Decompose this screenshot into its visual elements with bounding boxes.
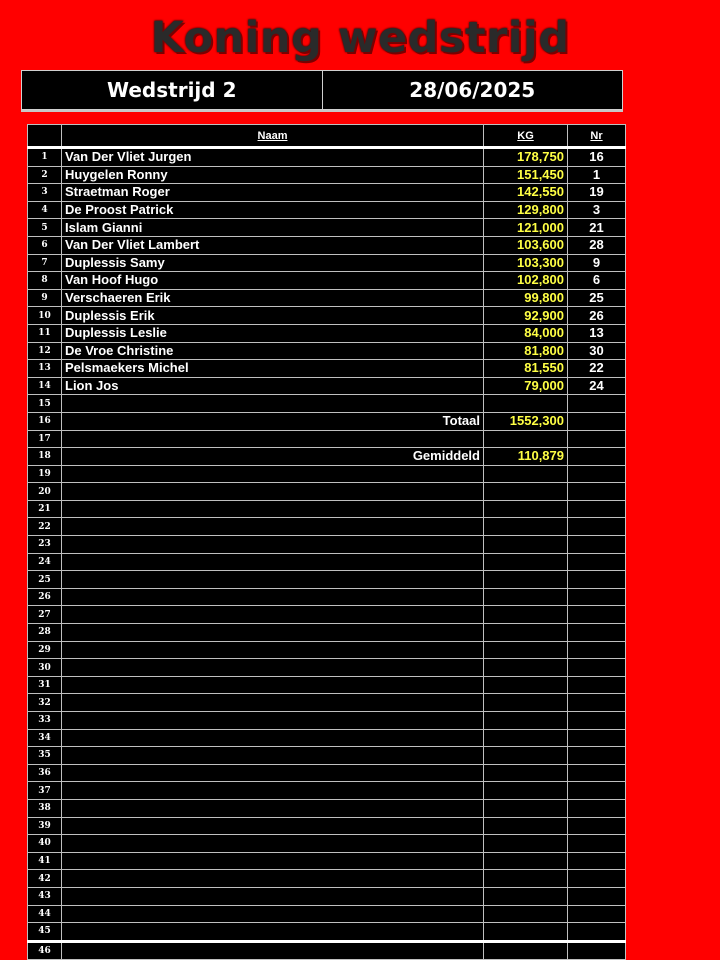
row-naam (62, 835, 484, 853)
table-row (28, 236, 626, 254)
row-kg (484, 905, 568, 923)
table-row (28, 553, 626, 571)
table-row (28, 500, 626, 518)
row-index: 24 (28, 553, 62, 571)
row-naam (62, 747, 484, 765)
table-row (28, 395, 626, 413)
row-naam (62, 518, 484, 536)
row-kg: 178,750 (484, 148, 568, 167)
table-row (28, 782, 626, 800)
row-kg: 151,450 (484, 166, 568, 184)
row-kg (484, 835, 568, 853)
row-naam: Duplessis Erik (62, 307, 484, 325)
row-kg (484, 887, 568, 905)
row-naam (62, 536, 484, 554)
row-kg (484, 553, 568, 571)
table-row (28, 747, 626, 765)
row-index: 13 (28, 360, 62, 378)
table-row (28, 148, 626, 167)
row-nr (568, 553, 626, 571)
table-row (28, 764, 626, 782)
row-index: 35 (28, 747, 62, 765)
row-nr (568, 799, 626, 817)
row-nr (568, 835, 626, 853)
table-row (28, 694, 626, 712)
row-kg (484, 588, 568, 606)
row-naam (62, 694, 484, 712)
row-index: 34 (28, 729, 62, 747)
row-naam (62, 712, 484, 730)
row-kg (484, 571, 568, 589)
row-naam (62, 799, 484, 817)
row-naam: De Vroe Christine (62, 342, 484, 360)
row-naam: Van Der Vliet Jurgen (62, 148, 484, 167)
row-index: 11 (28, 324, 62, 342)
row-kg: 84,000 (484, 324, 568, 342)
row-nr (568, 395, 626, 413)
row-nr: 13 (568, 324, 626, 342)
row-nr (568, 905, 626, 923)
row-kg (484, 624, 568, 642)
table-row (28, 870, 626, 888)
row-index: 6 (28, 236, 62, 254)
row-index: 25 (28, 571, 62, 589)
row-nr (568, 448, 626, 466)
table-row (28, 483, 626, 501)
table-row (28, 448, 626, 466)
row-nr (568, 941, 626, 960)
table-row (28, 799, 626, 817)
row-nr (568, 571, 626, 589)
header-kg: KG (484, 125, 568, 148)
row-nr (568, 782, 626, 800)
row-nr (568, 606, 626, 624)
competition-label: Wedstrijd 2 (107, 78, 237, 102)
row-kg: 79,000 (484, 377, 568, 395)
row-index: 20 (28, 483, 62, 501)
row-naam: Van Hoof Hugo (62, 272, 484, 290)
row-kg (484, 483, 568, 501)
row-nr: 6 (568, 272, 626, 290)
table-row (28, 254, 626, 272)
table-header-row (28, 125, 626, 148)
table-row (28, 624, 626, 642)
row-naam (62, 553, 484, 571)
table-row (28, 342, 626, 360)
results-table (27, 124, 626, 960)
row-kg (484, 536, 568, 554)
row-index: 10 (28, 307, 62, 325)
table-row (28, 941, 626, 960)
row-nr (568, 729, 626, 747)
row-kg (484, 941, 568, 960)
row-index: 32 (28, 694, 62, 712)
header-nr: Nr (568, 125, 626, 148)
row-index: 33 (28, 712, 62, 730)
page-title: Koning wedstrijd (150, 13, 570, 63)
row-naam: Straetman Roger (62, 184, 484, 202)
row-index: 37 (28, 782, 62, 800)
row-nr (568, 624, 626, 642)
row-index: 3 (28, 184, 62, 202)
row-naam (62, 905, 484, 923)
row-kg (484, 799, 568, 817)
row-naam (62, 500, 484, 518)
row-nr: 25 (568, 289, 626, 307)
row-naam (62, 430, 484, 448)
row-index: 40 (28, 835, 62, 853)
row-index: 5 (28, 219, 62, 237)
table-row (28, 817, 626, 835)
row-nr: 1 (568, 166, 626, 184)
row-nr (568, 694, 626, 712)
row-naam (62, 395, 484, 413)
row-nr (568, 412, 626, 430)
row-index: 4 (28, 201, 62, 219)
row-naam: Gemiddeld (62, 448, 484, 466)
header-index (28, 125, 62, 148)
row-kg: 103,600 (484, 236, 568, 254)
row-index: 38 (28, 799, 62, 817)
row-index: 2 (28, 166, 62, 184)
table-row (28, 518, 626, 536)
row-naam (62, 817, 484, 835)
row-nr: 26 (568, 307, 626, 325)
table-row (28, 536, 626, 554)
table-row (28, 887, 626, 905)
row-index: 39 (28, 817, 62, 835)
table-row (28, 905, 626, 923)
row-nr (568, 536, 626, 554)
row-naam (62, 782, 484, 800)
row-kg: 102,800 (484, 272, 568, 290)
row-naam (62, 624, 484, 642)
row-naam (62, 729, 484, 747)
row-naam (62, 764, 484, 782)
row-naam (62, 852, 484, 870)
row-index: 43 (28, 887, 62, 905)
row-nr (568, 817, 626, 835)
row-kg (484, 817, 568, 835)
row-index: 42 (28, 870, 62, 888)
row-index: 41 (28, 852, 62, 870)
row-nr (568, 465, 626, 483)
row-index: 9 (28, 289, 62, 307)
table-row (28, 307, 626, 325)
row-index: 17 (28, 430, 62, 448)
row-nr (568, 483, 626, 501)
row-kg (484, 606, 568, 624)
row-index: 8 (28, 272, 62, 290)
row-kg (484, 852, 568, 870)
row-naam: Duplessis Samy (62, 254, 484, 272)
row-naam (62, 887, 484, 905)
row-index: 18 (28, 448, 62, 466)
competition-header (21, 70, 623, 110)
row-naam: Verschaeren Erik (62, 289, 484, 307)
row-kg (484, 465, 568, 483)
row-index: 23 (28, 536, 62, 554)
table-row (28, 360, 626, 378)
row-naam (62, 606, 484, 624)
row-nr (568, 852, 626, 870)
row-nr: 16 (568, 148, 626, 167)
row-kg: 110,879 (484, 448, 568, 466)
row-kg (484, 712, 568, 730)
row-kg (484, 641, 568, 659)
row-nr (568, 518, 626, 536)
row-kg (484, 430, 568, 448)
row-kg: 99,800 (484, 289, 568, 307)
row-index: 19 (28, 465, 62, 483)
row-naam (62, 465, 484, 483)
row-naam: Pelsmaekers Michel (62, 360, 484, 378)
row-kg: 81,550 (484, 360, 568, 378)
row-nr (568, 676, 626, 694)
table-row (28, 588, 626, 606)
row-naam (62, 571, 484, 589)
row-kg (484, 923, 568, 942)
row-kg: 121,000 (484, 219, 568, 237)
table-row (28, 852, 626, 870)
row-nr: 30 (568, 342, 626, 360)
row-naam: Duplessis Leslie (62, 324, 484, 342)
row-nr: 28 (568, 236, 626, 254)
row-nr (568, 712, 626, 730)
row-nr (568, 870, 626, 888)
row-nr (568, 923, 626, 942)
row-index: 21 (28, 500, 62, 518)
row-nr (568, 764, 626, 782)
row-kg: 81,800 (484, 342, 568, 360)
header-naam: Naam (62, 125, 484, 148)
row-naam (62, 588, 484, 606)
row-index: 45 (28, 923, 62, 942)
row-kg (484, 729, 568, 747)
table-row (28, 430, 626, 448)
row-naam (62, 659, 484, 677)
row-nr: 9 (568, 254, 626, 272)
row-naam: Van Der Vliet Lambert (62, 236, 484, 254)
row-index: 36 (28, 764, 62, 782)
table-row (28, 659, 626, 677)
row-index: 12 (28, 342, 62, 360)
row-nr (568, 500, 626, 518)
table-row (28, 184, 626, 202)
row-index: 29 (28, 641, 62, 659)
table-row (28, 166, 626, 184)
row-kg (484, 764, 568, 782)
row-kg (484, 694, 568, 712)
row-nr (568, 887, 626, 905)
row-naam (62, 870, 484, 888)
row-kg: 129,800 (484, 201, 568, 219)
table-row (28, 201, 626, 219)
table-row (28, 324, 626, 342)
table-row (28, 676, 626, 694)
table-row (28, 712, 626, 730)
row-naam: Islam Gianni (62, 219, 484, 237)
row-kg (484, 747, 568, 765)
row-index: 1 (28, 148, 62, 167)
table-row (28, 729, 626, 747)
row-index: 14 (28, 377, 62, 395)
row-index: 16 (28, 412, 62, 430)
row-nr: 22 (568, 360, 626, 378)
row-nr (568, 747, 626, 765)
row-index: 15 (28, 395, 62, 413)
row-naam (62, 941, 484, 960)
row-naam (62, 483, 484, 501)
table-row (28, 606, 626, 624)
row-naam: Lion Jos (62, 377, 484, 395)
row-naam (62, 923, 484, 942)
row-naam: Huygelen Ronny (62, 166, 484, 184)
row-nr (568, 659, 626, 677)
row-index: 31 (28, 676, 62, 694)
row-index: 44 (28, 905, 62, 923)
row-naam (62, 641, 484, 659)
table-row (28, 272, 626, 290)
row-index: 7 (28, 254, 62, 272)
row-kg (484, 676, 568, 694)
row-nr: 3 (568, 201, 626, 219)
row-kg (484, 659, 568, 677)
row-index: 28 (28, 624, 62, 642)
competition-date: 28/06/2025 (322, 71, 623, 109)
table-row (28, 377, 626, 395)
row-nr: 24 (568, 377, 626, 395)
table-row (28, 289, 626, 307)
row-index: 26 (28, 588, 62, 606)
row-nr (568, 641, 626, 659)
row-nr: 19 (568, 184, 626, 202)
row-kg (484, 500, 568, 518)
row-kg (484, 395, 568, 413)
table-row (28, 465, 626, 483)
row-kg: 103,300 (484, 254, 568, 272)
row-nr: 21 (568, 219, 626, 237)
row-index: 30 (28, 659, 62, 677)
table-row (28, 923, 626, 942)
row-kg (484, 782, 568, 800)
row-index: 46 (28, 941, 62, 960)
row-kg: 1552,300 (484, 412, 568, 430)
row-naam: Totaal (62, 412, 484, 430)
row-index: 27 (28, 606, 62, 624)
row-kg (484, 518, 568, 536)
table-row (28, 641, 626, 659)
row-index: 22 (28, 518, 62, 536)
table-row (28, 571, 626, 589)
row-naam (62, 676, 484, 694)
table-row (28, 412, 626, 430)
row-kg (484, 870, 568, 888)
table-row (28, 219, 626, 237)
row-kg: 142,550 (484, 184, 568, 202)
row-naam: De Proost Patrick (62, 201, 484, 219)
table-row (28, 835, 626, 853)
row-nr (568, 430, 626, 448)
row-nr (568, 588, 626, 606)
row-kg: 92,900 (484, 307, 568, 325)
